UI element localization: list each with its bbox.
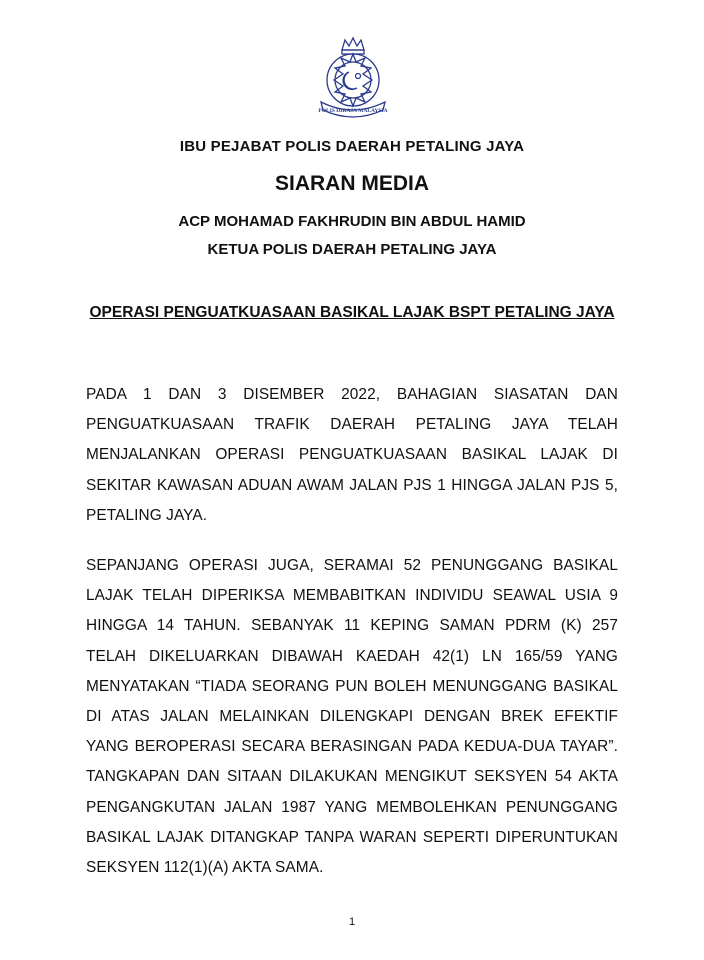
svg-text:POLIS DIRAJA MALAYSIA: POLIS DIRAJA MALAYSIA bbox=[318, 108, 388, 114]
paragraph-2: SEPANJANG OPERASI JUGA, SERAMAI 52 PENUNGGANG BASIKAL LAJAK TELAH DIPERIKSA MEMBABITKAN INDIVIDU SEAWAL USIA 9 HINGGA 14 TAHUN. SEBANYAK 11 KEPING SAMAN PDRM (K) 257 TELAH DIKELUARKAN DIBAWAH KAEDAH 42(1) LN 165/59 YANG MENYATAKAN “TIADA SEORANG PUN BOLEH MENUNGGANG BASIKAL DI ATAS JALAN MELAINKAN DILENGKAPI DENGAN BREK EFEKTIF YANG BEROPERASI SECARA BERASINGAN PADA KEDUA-DUA TAYAR”. TANGKAPAN DAN SITAAN DILAKUKAN MENGIKUT SEKSYEN 54 AKTA PENGANGKUTAN JALAN 1987 YANG MEMBOLEHKAN PENUNGGANG BASIKAL LAJAK DITANGKAP TANPA WARAN SEPERTI DIPERUNTUKAN SEKSYEN 112(1)(A) AKTA SAMA. bbox=[86, 557, 618, 877]
officer-title: KETUA POLIS DAERAH PETALING JAYA bbox=[207, 241, 497, 258]
office-heading: IBU PEJABAT POLIS DAERAH PETALING JAYA bbox=[179, 138, 525, 155]
release-type-heading: SIARAN MEDIA bbox=[274, 172, 429, 195]
paragraph-1: PADA 1 DAN 3 DISEMBER 2022, BAHAGIAN SIASATAN DAN PENGUATKUASAAN TRAFIK DAERAH PETALING JAYA TELAH MENJALANKAN OPERASI PENGUATKUASAAN BASIKAL LAJAK DI SEKITAR KAWASAN ADUAN AWAM JALAN PJS 1 HINGGA JALAN PJS 5, PETALING JAYA. bbox=[86, 386, 618, 524]
pdrm-crest-logo bbox=[311, 34, 395, 118]
officer-name: ACP MOHAMAD FAKHRUDIN BIN ABDUL HAMID bbox=[178, 213, 526, 230]
document-title: OPERASI PENGUATKUASAAN BASIKAL LAJAK BSPT PETALING JAYA bbox=[89, 304, 615, 321]
page-number: 1 bbox=[348, 916, 356, 928]
